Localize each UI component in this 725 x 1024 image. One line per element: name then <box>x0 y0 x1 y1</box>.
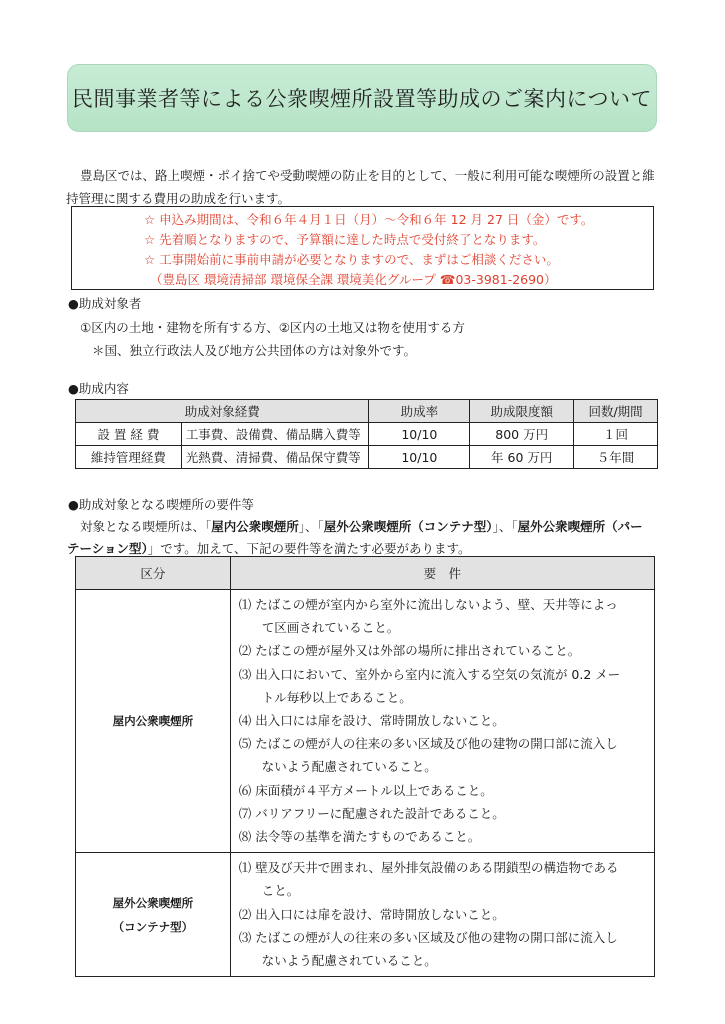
intro-line-2: 持管理に関する費用の助成を行います。 <box>66 191 291 206</box>
notice-pre-application: ☆ 工事開始前に事前申請が必要となりますので、まずはご相談ください。 <box>144 252 559 267</box>
row-limit: 800 万円 <box>470 423 574 446</box>
target-note: ＊国、独立行政法人及び地方公共団体の方は対象外です。 <box>92 343 417 358</box>
row-detail: 光熱費、清掃費、備品保守費等 <box>181 446 369 469</box>
row-rate: 10/10 <box>369 423 470 446</box>
requirements-intro-line-2 <box>67 539 657 557</box>
row-category: 設 置 経 費 <box>76 423 182 446</box>
row-rate: 10/10 <box>369 446 470 469</box>
requirements-intro-line-1 <box>80 517 660 535</box>
table-row <box>76 590 655 853</box>
intro-separator: 」、「 <box>298 519 324 534</box>
requirement-item: て区画されていること。 <box>261 620 400 636</box>
category-name: 屋外公衆喫煙所 <box>112 895 194 910</box>
requirement-item: ⑶ たばこの煙が人の往来の多い区域及び他の建物の開口部に流入し <box>238 929 618 945</box>
intro-text: 」です。加えて、下記の要件等を満たす必要があります。 <box>147 541 471 556</box>
notice-box <box>71 206 654 290</box>
category-indoor: 屋内公衆喫煙所 <box>76 590 231 853</box>
category-subname: （コンテナ型） <box>112 919 194 934</box>
table-header-row <box>76 400 658 423</box>
section-heading-target: ●助成対象者 <box>68 296 142 311</box>
subsidy-content-table <box>75 399 658 469</box>
header-count: 回数/期間 <box>574 400 658 423</box>
requirement-item: ないよう配慮されていること。 <box>261 953 437 969</box>
table-row <box>76 853 655 977</box>
requirement-item: トル毎秒以上であること。 <box>261 689 412 705</box>
intro-paragraph <box>66 164 660 210</box>
header-rate: 助成率 <box>369 400 470 423</box>
notice-contact: （豊島区 環境清掃部 環境保全課 環境美化グループ ☎03-3981-2690） <box>150 272 557 287</box>
table-row <box>76 423 658 446</box>
type-indoor: 屋内公衆喫煙所 <box>211 519 299 534</box>
category-container <box>76 853 231 977</box>
row-detail: 工事費、設備費、備品購入費等 <box>181 423 369 446</box>
requirements-table <box>75 556 655 977</box>
section-heading-content: ●助成内容 <box>68 381 129 396</box>
title-banner <box>67 64 657 132</box>
target-line: ①区内の土地・建物を所有する方、②区内の土地又は物を使用する方 <box>80 320 465 335</box>
table-row <box>76 446 658 469</box>
requirement-item: ⑻ 法令等の基準を満たすものであること。 <box>238 829 481 845</box>
requirement-item: こと。 <box>261 883 300 899</box>
requirement-item: ⑴ 壁及び天井で囲まれ、屋外排気設備のある閉鎖型の構造物である <box>238 860 619 876</box>
notice-period: ☆ 申込み期間は、令和６年４月１日（月）～令和６年 12 月 27 日（金）です。 <box>144 212 594 227</box>
header-limit: 助成限度額 <box>470 400 574 423</box>
table-header-row <box>76 557 655 590</box>
header-expense: 助成対象経費 <box>76 400 369 423</box>
row-count: １回 <box>574 423 658 446</box>
row-category: 維持管理経費 <box>76 446 182 469</box>
requirements-container <box>230 853 654 977</box>
requirement-item: ⑶ 出入口において、室外から室内に流入する空気の気流が 0.2 メー <box>238 666 621 682</box>
requirement-item: ⑸ たばこの煙が人の往来の多い区域及び他の建物の開口部に流入し <box>238 736 618 752</box>
row-limit: 年 60 万円 <box>470 446 574 469</box>
notice-first-come: ☆ 先着順となりますので、予算額に達した時点で受付終了となります。 <box>144 232 546 247</box>
requirements-indoor <box>230 590 654 853</box>
requirement-item: ⑴ たばこの煙が室内から室外に流出しないよう、壁、天井等によっ <box>238 597 618 612</box>
type-container: 屋外公衆喫煙所（コンテナ型） <box>323 519 493 534</box>
intro-text: 対象となる喫煙所は、「 <box>80 519 212 534</box>
header-requirements: 要 件 <box>230 557 654 590</box>
type-partition-cont: テーション型） <box>67 541 148 556</box>
requirement-item: ⑺ バリアフリーに配慮された設計であること。 <box>238 805 505 821</box>
requirement-item: ないよう配慮されていること。 <box>261 759 437 775</box>
requirement-item: ⑵ たばこの煙が屋外又は外部の場所に排出されていること。 <box>238 643 581 659</box>
intro-separator: 」、「 <box>492 519 518 534</box>
page-title: 民間事業者等による公衆喫煙所設置等助成のご案内について <box>71 87 653 111</box>
requirement-item: ⑹ 床面積が４平方メートル以上であること。 <box>238 782 493 798</box>
requirement-item: ⑵ 出入口には扉を設け、常時開放しないこと。 <box>238 906 505 922</box>
section-heading-requirements: ●助成対象となる喫煙所の要件等 <box>68 497 254 512</box>
header-category: 区分 <box>76 557 231 590</box>
requirement-item: ⑷ 出入口には扉を設け、常時開放しないこと。 <box>238 713 505 729</box>
type-partition: 屋外公衆喫煙所（パー <box>517 519 643 534</box>
row-count: ５年間 <box>574 446 658 469</box>
intro-line-1: 豊島区では、路上喫煙・ポイ捨てや受動喫煙の防止を目的として、一般に利用可能な喫煙所の設置と維 <box>80 168 655 183</box>
